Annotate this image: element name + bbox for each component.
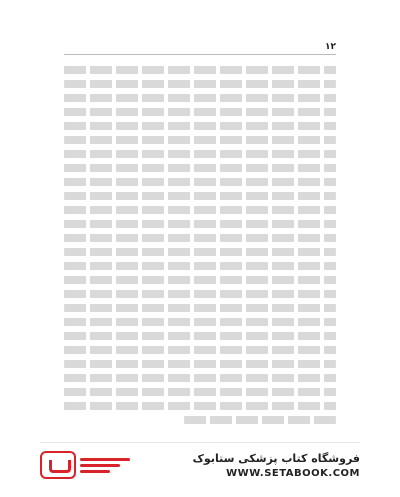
body-line xyxy=(64,122,336,130)
body-line xyxy=(64,234,336,242)
setabook-logo-icon xyxy=(40,445,140,485)
body-line xyxy=(64,374,336,382)
body-line xyxy=(64,150,336,158)
publisher-footer xyxy=(40,442,360,487)
body-line xyxy=(64,248,336,256)
body-line xyxy=(64,164,336,172)
body-line xyxy=(64,80,336,88)
body-line xyxy=(64,346,336,354)
body-line xyxy=(64,290,336,298)
logo-wordmark xyxy=(80,458,130,473)
body-line xyxy=(64,108,336,116)
store-name: فروشگاه کتاب پزشکی ستابوک xyxy=(192,451,360,465)
body-line xyxy=(64,192,336,200)
body-line xyxy=(64,178,336,186)
body-line xyxy=(64,402,336,410)
body-line xyxy=(64,318,336,326)
page-number: ۱۲ xyxy=(325,42,336,52)
body-line xyxy=(64,332,336,340)
page-header xyxy=(64,40,336,55)
body-line xyxy=(184,416,336,424)
body-line xyxy=(64,136,336,144)
body-line xyxy=(64,360,336,368)
store-url: WWW.SETABOOK.COM xyxy=(226,467,360,479)
body-line xyxy=(64,206,336,214)
body-line xyxy=(64,276,336,284)
body-line xyxy=(64,94,336,102)
body-text xyxy=(64,66,336,424)
logo-mark xyxy=(40,451,76,479)
body-line xyxy=(64,388,336,396)
body-line xyxy=(64,220,336,228)
body-line xyxy=(64,66,336,74)
body-line xyxy=(64,262,336,270)
body-line xyxy=(64,304,336,312)
footer-text xyxy=(193,452,360,479)
